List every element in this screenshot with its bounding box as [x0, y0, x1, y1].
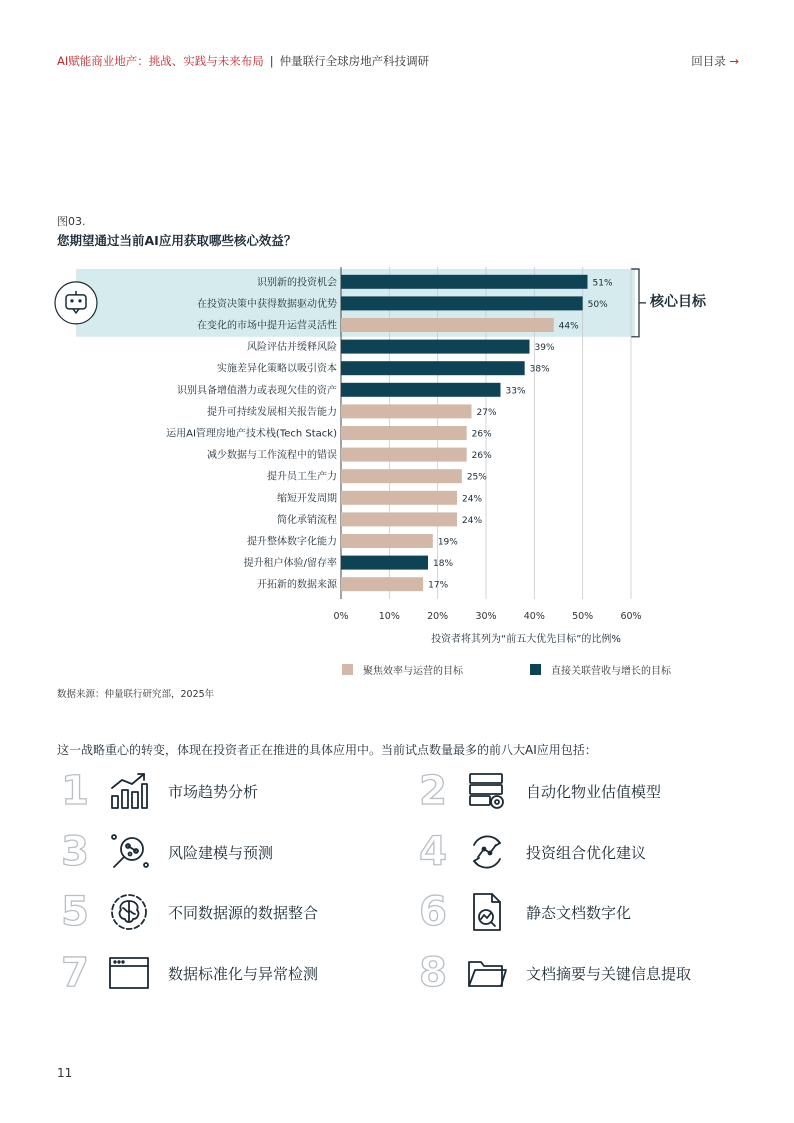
bar	[341, 426, 467, 440]
bar	[341, 340, 530, 354]
robot-icon-eye-right	[78, 299, 81, 302]
app-number: 6	[419, 889, 447, 935]
category-label: 提升可持续发展相关报告能力	[207, 406, 337, 418]
figure-label: 图03.	[57, 215, 86, 228]
app-label: 静态文档数字化	[526, 903, 632, 922]
value-label: 17%	[428, 580, 449, 591]
toc-label: 回目录	[691, 54, 726, 68]
category-label: 简化承销流程	[277, 514, 337, 526]
x-axis-label: 投资者将其列为“前五大优先目标”的比例%	[431, 634, 621, 645]
app-label: 市场趋势分析	[168, 782, 259, 801]
header-separator: |	[269, 54, 274, 68]
category-label: 开拓新的数据来源	[257, 579, 337, 591]
app-item-5	[50, 891, 318, 933]
x-tick-label: 0%	[333, 611, 349, 622]
benefits-bar-chart	[0, 260, 794, 660]
category-label: 识别具备增值潜力或表现欠佳的资产	[177, 385, 337, 397]
app-number: 7	[61, 950, 89, 996]
app-item-6	[408, 891, 631, 933]
value-label: 39%	[534, 343, 555, 354]
value-label: 38%	[529, 364, 550, 375]
app-item-8	[408, 952, 691, 994]
app-number: 8	[419, 950, 447, 996]
bar	[341, 318, 554, 332]
x-tick-label: 60%	[620, 611, 642, 622]
bar	[341, 448, 467, 462]
app-label: 风险建模与预测	[168, 843, 274, 862]
x-tick-label: 30%	[475, 611, 497, 622]
value-label: 25%	[466, 472, 487, 483]
data-source-note: 数据来源：仲量联行研究部，2025年	[57, 689, 215, 700]
figure-title: 您期望通过当前AI应用获取哪些核心效益？	[57, 233, 297, 248]
robot-icon-circle	[55, 282, 97, 324]
folder-icon	[466, 952, 508, 994]
x-tick-label: 40%	[523, 611, 545, 622]
value-label: 51%	[592, 278, 613, 289]
bar	[341, 469, 462, 483]
value-label: 33%	[505, 386, 526, 397]
app-number: 1	[61, 768, 89, 814]
x-tick-label: 50%	[572, 611, 594, 622]
arrow-right-icon: →	[729, 54, 739, 68]
x-tick-label: 10%	[378, 611, 400, 622]
bar	[341, 383, 501, 397]
category-label: 提升租户体验/留存率	[243, 558, 337, 570]
app-item-3	[50, 831, 273, 873]
category-label: 在投资决策中获得数据驱动优势	[197, 298, 337, 310]
legend-swatch-efficiency	[342, 664, 353, 675]
browser-window-icon	[108, 952, 150, 994]
category-label: 风险评估并缓释风险	[247, 342, 337, 354]
app-number: 2	[419, 768, 447, 814]
app-number: 4	[419, 829, 447, 875]
legend-label-revenue: 直接关联营收与增长的目标	[551, 666, 671, 677]
app-label: 文档摘要与关键信息提取	[526, 964, 692, 983]
legend-swatch-revenue	[530, 664, 541, 675]
category-label: 减少数据与工作流程中的错误	[207, 450, 337, 462]
legend-item-revenue	[530, 662, 671, 677]
category-label: 识别新的投资机会	[257, 277, 337, 289]
bar	[341, 534, 433, 548]
bar	[341, 512, 457, 526]
legend-label-efficiency: 聚焦效率与运营的目标	[363, 666, 463, 677]
report-subtitle: 仲量联行全球房地产科技调研	[279, 54, 430, 68]
category-label: 提升员工生产力	[267, 471, 337, 483]
value-label: 26%	[471, 429, 492, 440]
core-goal-label: 核心目标	[650, 294, 706, 310]
database-gear-icon	[466, 770, 508, 812]
document-chart-icon	[466, 891, 508, 933]
bar-trend-icon	[108, 770, 150, 812]
app-label: 投资组合优化建议	[526, 843, 647, 862]
page-header	[57, 53, 429, 69]
page-number: 11	[57, 1066, 73, 1080]
app-item-2	[408, 770, 661, 812]
bar	[341, 491, 457, 505]
report-title: AI赋能商业地产：挑战、实践与未来布局	[57, 54, 264, 68]
app-number: 3	[61, 829, 89, 875]
bar	[341, 404, 472, 418]
app-item-7	[50, 952, 318, 994]
value-label: 18%	[433, 559, 454, 570]
bar	[341, 577, 423, 591]
value-label: 26%	[471, 451, 492, 462]
app-label: 不同数据源的数据整合	[168, 903, 319, 922]
category-label: 缩短开发周期	[277, 493, 337, 505]
bar	[341, 361, 525, 375]
value-label: 44%	[558, 321, 579, 332]
bar	[341, 275, 588, 289]
cycle-chart-icon	[466, 831, 508, 873]
value-label: 50%	[587, 299, 608, 310]
app-label: 自动化物业估值模型	[526, 782, 662, 801]
value-label: 24%	[462, 494, 483, 505]
back-to-toc-link[interactable]	[691, 53, 739, 69]
category-label: 提升整体数字化能力	[247, 536, 337, 548]
value-label: 19%	[437, 537, 458, 548]
category-label: 实施差异化策略以吸引资本	[217, 363, 337, 375]
applications-intro: 这一战略重心的转变，体现在投资者正在推进的具体应用中。当前试点数量最多的前八大AI应用包括：	[57, 743, 597, 757]
bar	[341, 296, 583, 310]
network-magnifier-icon	[108, 831, 150, 873]
app-item-1	[50, 770, 258, 812]
app-item-4	[408, 831, 646, 873]
category-label: 运用AI管理房地产技术栈(Tech Stack)	[166, 428, 337, 440]
x-tick-label: 20%	[427, 611, 449, 622]
value-label: 27%	[476, 407, 497, 418]
legend-item-efficiency	[342, 662, 463, 677]
value-label: 24%	[462, 515, 483, 526]
bar	[341, 556, 428, 570]
robot-icon-eye-left	[70, 299, 73, 302]
app-label: 数据标准化与异常检测	[168, 964, 319, 983]
category-label: 在变化的市场中提升运营灵活性	[197, 320, 337, 332]
app-number: 5	[61, 889, 89, 935]
brain-gear-icon	[108, 891, 150, 933]
